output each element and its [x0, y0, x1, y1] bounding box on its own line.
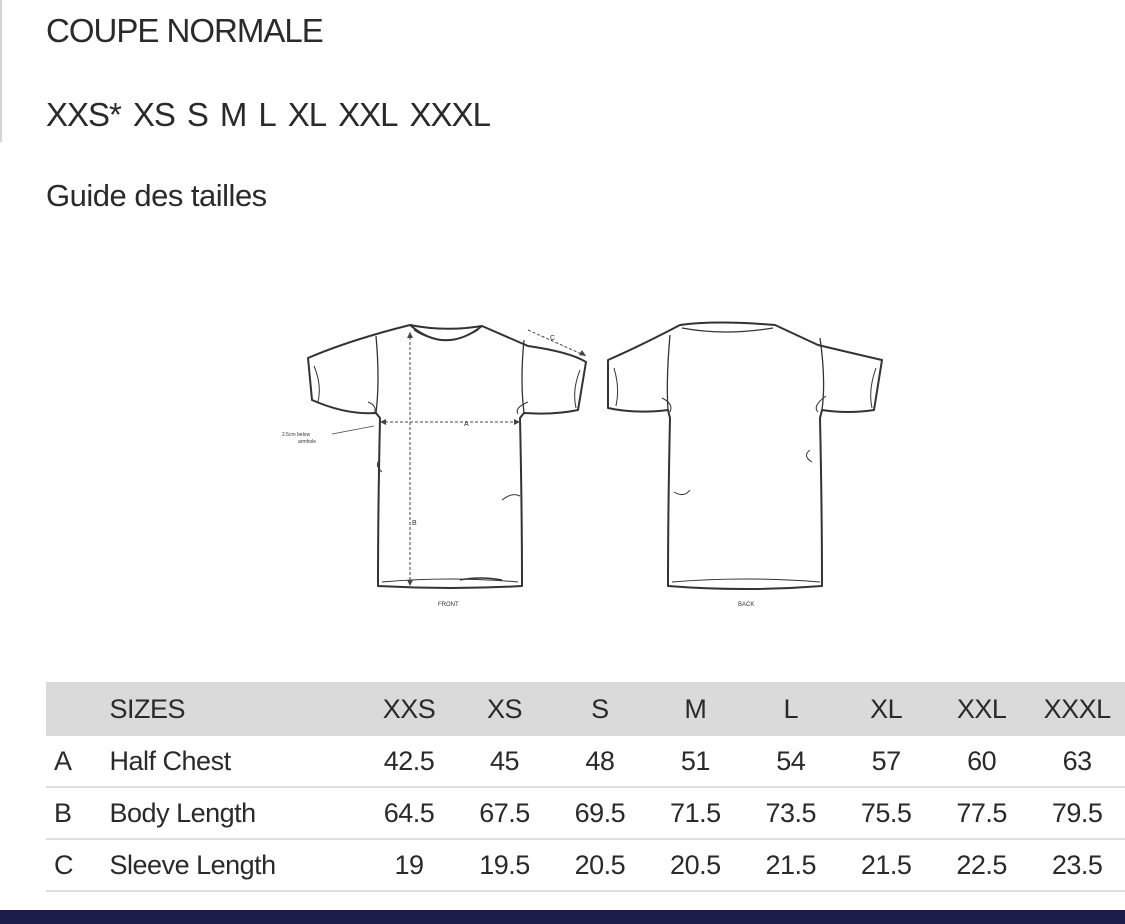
- armhole-note: 2.5cm below: [282, 432, 311, 438]
- size-option: XXL: [338, 96, 398, 133]
- column-header: XXL: [934, 682, 1029, 736]
- table-row: [46, 787, 1125, 839]
- table-cell: 51: [648, 736, 743, 787]
- table-row: [46, 736, 1125, 787]
- measure-label-a: A: [464, 421, 469, 428]
- column-header: S: [552, 682, 647, 736]
- measure-label-c: C: [550, 335, 556, 342]
- table-cell: 54: [743, 736, 838, 787]
- armhole-note: armhole: [298, 439, 317, 445]
- front-tshirt: [308, 325, 586, 588]
- armhole-pointer: [332, 426, 374, 434]
- measurement-arrows: [380, 332, 586, 586]
- size-option: XXS*: [46, 96, 121, 133]
- table-cell: 20.5: [648, 839, 743, 891]
- header-key-cell: [46, 682, 110, 736]
- front-label: FRONT: [438, 602, 459, 608]
- tshirt-diagram: [270, 310, 900, 620]
- table-cell: 64.5: [361, 787, 456, 839]
- table-cell: 67.5: [457, 787, 552, 839]
- table-cell: 75.5: [838, 787, 933, 839]
- table-cell: 73.5: [743, 787, 838, 839]
- left-edge-divider: [0, 0, 2, 142]
- column-header: M: [648, 682, 743, 736]
- column-header: XXXL: [1029, 682, 1125, 736]
- size-guide-heading: Guide des tailles: [46, 178, 267, 213]
- table-cell: 19.5: [457, 839, 552, 891]
- table-cell: 22.5: [934, 839, 1029, 891]
- row-key: B: [46, 787, 110, 839]
- row-key: A: [46, 736, 110, 787]
- size-chart-table: [46, 682, 1125, 892]
- size-option: XS: [132, 96, 175, 133]
- row-label: Half Chest: [110, 736, 362, 787]
- table-header-row: [46, 682, 1125, 736]
- table-cell: 79.5: [1029, 787, 1125, 839]
- table-cell: 77.5: [934, 787, 1029, 839]
- row-key: C: [46, 839, 110, 891]
- header-sizes-label: SIZES: [110, 682, 362, 736]
- row-label: Body Length: [110, 787, 362, 839]
- table-cell: 23.5: [1029, 839, 1125, 891]
- table-cell: 57: [838, 736, 933, 787]
- size-option: M: [219, 96, 247, 133]
- back-tshirt: [608, 323, 882, 590]
- measure-label-b: B: [412, 520, 417, 527]
- table-row: [46, 839, 1125, 891]
- table-cell: 69.5: [552, 787, 647, 839]
- column-header: L: [743, 682, 838, 736]
- back-label: BACK: [738, 602, 755, 608]
- size-option: L: [258, 96, 276, 133]
- column-header: XXS: [361, 682, 456, 736]
- table-cell: 42.5: [361, 736, 456, 787]
- table-cell: 45: [457, 736, 552, 787]
- table-cell: 71.5: [648, 787, 743, 839]
- table-cell: 60: [934, 736, 1029, 787]
- size-option: XXXL: [409, 96, 490, 133]
- tshirt-illustration: [270, 310, 900, 620]
- table-cell: 21.5: [838, 839, 933, 891]
- table-cell: 48: [552, 736, 647, 787]
- footer-bar: [0, 910, 1125, 924]
- measurement-lines: [380, 330, 586, 586]
- page-title: COUPE NORMALE: [46, 12, 323, 49]
- table-cell: 20.5: [552, 839, 647, 891]
- column-header: XL: [838, 682, 933, 736]
- table-cell: 21.5: [743, 839, 838, 891]
- table-cell: 19: [361, 839, 456, 891]
- table-cell: 63: [1029, 736, 1125, 787]
- size-option: XL: [287, 96, 327, 133]
- size-option: S: [186, 96, 208, 133]
- row-label: Sleeve Length: [110, 839, 362, 891]
- column-header: XS: [457, 682, 552, 736]
- available-sizes: [46, 96, 502, 134]
